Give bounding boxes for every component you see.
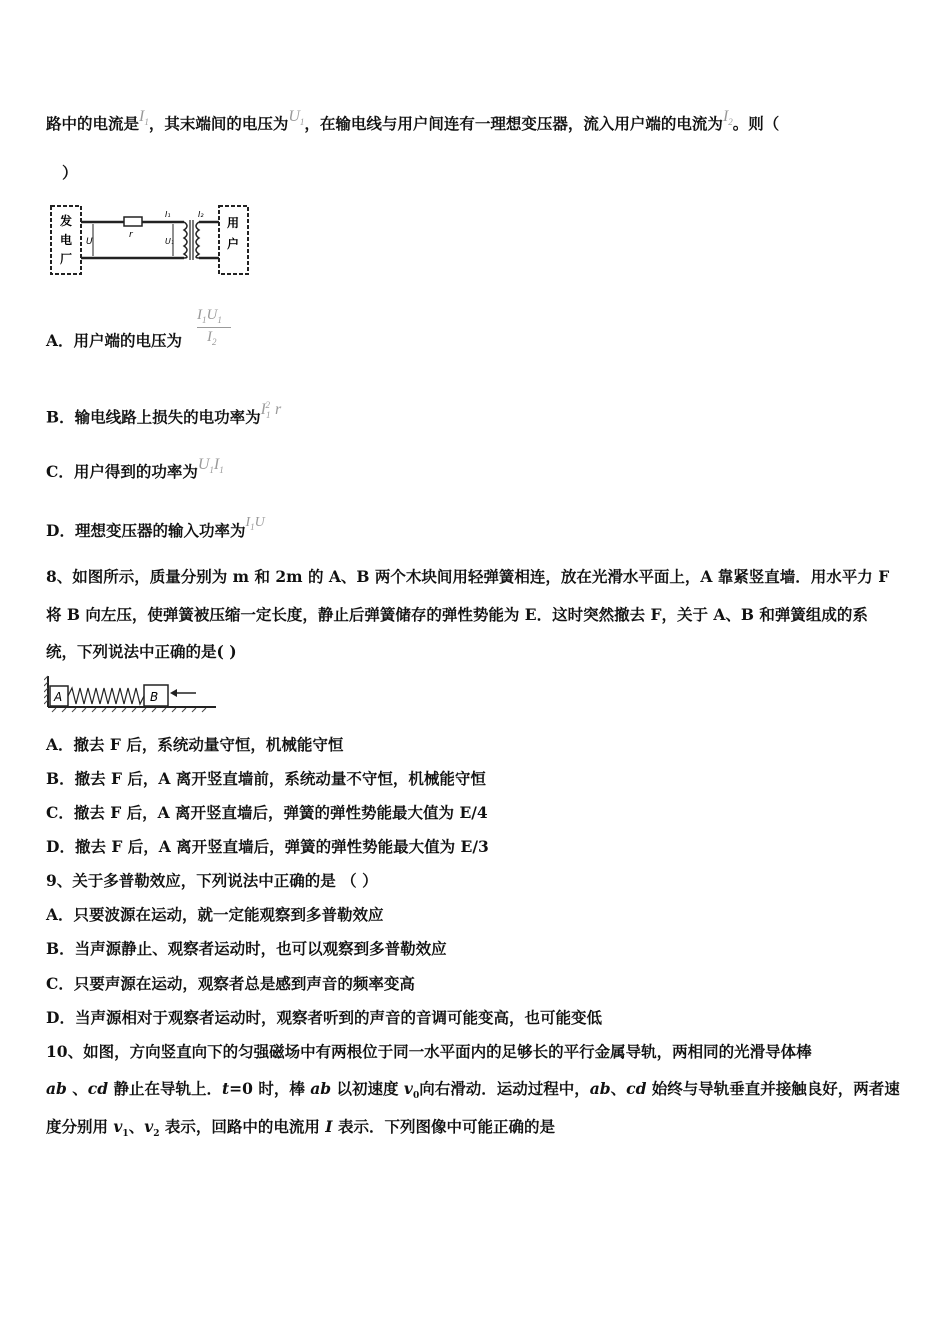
plant-char-3: 厂: [60, 252, 73, 266]
q8-line-2: 将 B 向左压，使弹簧被压缩一定长度，静止后弹簧储存的弹性势能为 E．这时突然撤去 F，关于 A、B 和弹簧组成的系: [46, 605, 868, 624]
q7-line-1: 路中的电流是$I_1$，其末端间的电压为$U_1$，在输电线与用户间连有一理想变压器，流入用户端的电流为$I_2$。则（: [46, 108, 780, 133]
spring-blocks-diagram: [44, 674, 220, 714]
label-I2: I₂: [198, 210, 204, 219]
q8-option-c: C．撤去 F 后，A 离开竖直墙后，弹簧的弹性势能最大值为 E/4: [46, 803, 488, 822]
q10-line-3: 度分别用 $v_1$、$v_2$ 表示，回路中的电流用 I 表示．下列图像中可能正确的是: [46, 1117, 555, 1140]
q10-line-1: 10、如图，方向竖直向下的匀强磁场中有两根位于同一水平面内的足够长的平行金属导轨，两相同的光滑导体棒: [46, 1042, 812, 1061]
q7-option-c: C．用户得到的功率为$U_1I_1$: [46, 456, 224, 481]
q8-line-3: 统，下列说法中正确的是( ): [46, 642, 237, 661]
q9-option-d: D．当声源相对于观察者运动时，观察者听到的声音的音调可能变高，也可能变低: [46, 1008, 602, 1027]
label-U1: U₁: [165, 237, 175, 246]
q9-option-b: B．当声源静止、观察者运动时，也可以观察到多普勒效应: [46, 939, 447, 958]
label-r: r: [129, 230, 133, 240]
q8-line-1: 8、如图所示，质量分别为 m 和 2m 的 A、B 两个木块间用轻弹簧相连，放在光滑水平面上，A 靠紧竖直墙．用水平力 F: [46, 567, 890, 586]
q7-option-b: B．输电线路上损失的电功率为$I_1^2$ r: [46, 400, 282, 427]
q8-option-b: B．撤去 F 后，A 离开竖直墙前，系统动量不守恒，机械能守恒: [46, 769, 486, 788]
user-char-1: 用: [227, 216, 240, 230]
expr-I1U: $I_1U$: [245, 515, 265, 532]
user-char-2: 户: [227, 237, 240, 251]
block-B-label: B: [150, 690, 159, 704]
q9-option-a: A．只要波源在运动，就一定能观察到多普勒效应: [46, 905, 384, 924]
q8-option-d: D．撤去 F 后，A 离开竖直墙后，弹簧的弹性势能最大值为 E/3: [46, 837, 489, 856]
symbol-I2: $I_2$: [722, 108, 733, 128]
transmission-circuit-diagram: [48, 202, 252, 278]
label-U: U: [86, 237, 93, 247]
expr-I1sq-r: $I_1^2$ r: [260, 400, 282, 421]
plant-char-1: 发: [60, 214, 73, 228]
primary-coil: [184, 222, 187, 258]
q9-option-c: C．只要声源在运动，观察者总是感到声音的频率变高: [46, 974, 415, 993]
q8-option-a: A．撤去 F 后，系统动量守恒，机械能守恒: [46, 735, 344, 754]
secondary-coil: [196, 222, 199, 258]
plant-char-2: 电: [60, 233, 73, 247]
q7-option-a: A．用户端的电压为: [46, 331, 183, 350]
symbol-I1: $I_1$: [139, 108, 149, 128]
q10-line-2: ab 、cd 静止在导轨上．t=0 时，棒 ab 以初速度 $v_0$向右滑动．运动过程中，ab、cd 始终与导轨垂直并接触良好，两者速: [46, 1079, 900, 1102]
q7-option-d: D．理想变压器的输入功率为$I_1U$: [46, 515, 265, 540]
expr-U1I1: $U_1I_1$: [197, 456, 224, 476]
q7-line-2: ）: [62, 163, 78, 182]
exam-page: 路中的电流是$I_1$，其末端间的电压为$U_1$，在输电线与用户间连有一理想变压器，流入用户端的电流为$I_2$。则（ ） 发 电 厂 U r I₁ U₁ I₂ 用 户 A．用户端的电压为 $I_1U_1$ $I_2$ B．输电线路上损失的电功率为$I_1^2$ r C．用户得到的功率为$U_1I_1$ D．理想变压器的输入功率为$I_1U$ 8、如图所示，质量分别为 m 和 2m 的 A、B 两个木块间用轻弹簧相连，放在光滑水平面上，A 靠紧竖直墙．用水平力 F 将 B 向左压，使弹簧被压缩一定长度，静止后弹簧储存的弹性势能为 E．这时突然撤去 F，关于 A、B 和弹簧组成的系 统，下列说法中正确的是( ) A B A．撤去 F 后，系统动量守恒，机械能守恒 B．撤去 F 后，A 离开竖直墙前，系统动量不守恒，机械能守恒 C．撤去 F 后，A 离开竖直墙后，弹簧的弹性势能最大值为 E/4 D．撤去 F 后，A 离开竖直墙后，弹簧的弹性势能最大值为 E/3 9、关于多普勒效应，下列说法中正确的是 （ ） A．只要波源在运动，就一定能观察到多普勒效应 B．当声源静止、观察者运动时，也可以观察到多普勒效应 C．只要声源在运动，观察者总是感到声音的频率变高 D．当声源相对于观察者运动时，观察者听到的声音的音调可能变高，也可能变低 10、如图，方向竖直向下的匀强磁场中有两根位于同一水平面内的足够长的平行金属导轨，两相同的光滑导体棒 ab 、cd 静止在导轨上．t=0 时，棒 ab 以初速度 $v_0$向右滑动．运动过程中，ab、cd 始终与导轨垂直并接触良好，两者速 度分别用 $v_1$、$v_2$ 表示，回路中的电流用 I 表示．下列图像中可能正确的是: [0, 0, 950, 1344]
spring: [68, 688, 144, 704]
resistor-r: [124, 217, 142, 226]
block-A-label: A: [54, 690, 63, 704]
symbol-U1: $U_1$: [288, 108, 305, 128]
label-I1: I₁: [165, 210, 171, 219]
q9-stem: 9、关于多普勒效应，下列说法中正确的是 （ ）: [46, 871, 378, 890]
